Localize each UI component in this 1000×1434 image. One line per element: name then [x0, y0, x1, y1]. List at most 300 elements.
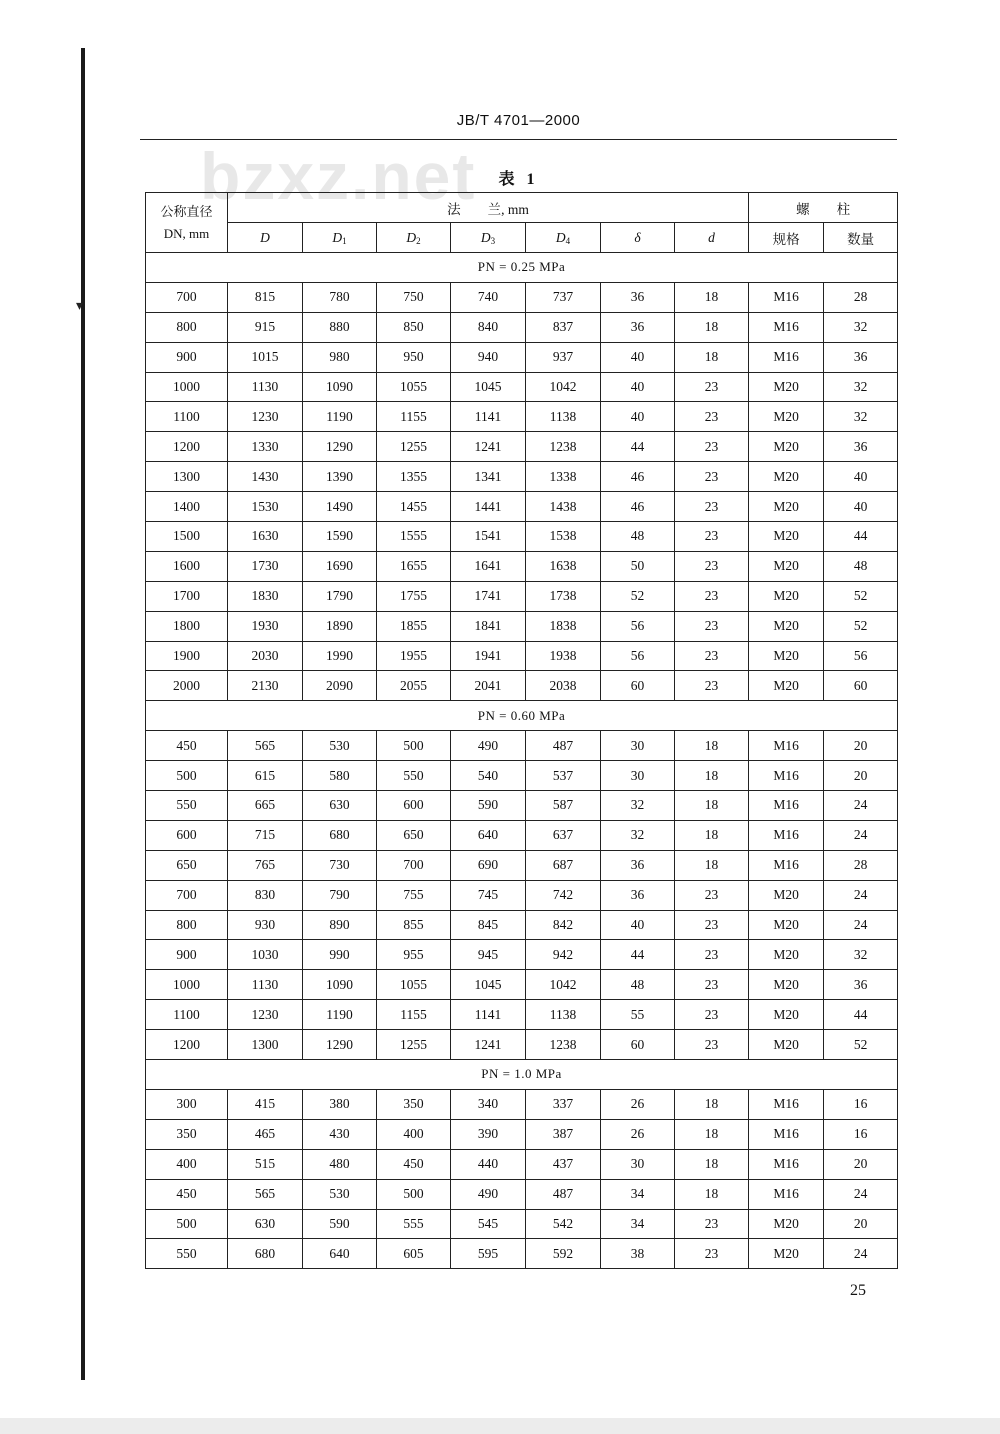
table-row: [146, 820, 898, 850]
table-cell: 1730: [228, 551, 303, 581]
table-cell: 1190: [303, 1000, 377, 1030]
table-cell: 1800: [146, 611, 228, 641]
table-cell: M20: [749, 1239, 824, 1269]
table-cell: 24: [824, 910, 898, 940]
table-cell: 500: [377, 731, 451, 761]
table-cell: 615: [228, 761, 303, 791]
table-row: [146, 522, 898, 552]
table-cell: 1255: [377, 1030, 451, 1060]
table-cell: 945: [451, 940, 526, 970]
table-cell: 20: [824, 1209, 898, 1239]
viewer-footer-band: [0, 1418, 1000, 1434]
table-cell: M16: [749, 820, 824, 850]
table-cell: 23: [675, 432, 749, 462]
table-cell: 30: [601, 1149, 675, 1179]
table-cell: 400: [146, 1149, 228, 1179]
table-cell: 1338: [526, 462, 601, 492]
table-cell: 815: [228, 282, 303, 312]
header-bolt-group: 螺 柱: [749, 193, 898, 223]
table-cell: 34: [601, 1209, 675, 1239]
table-cell: 26: [601, 1119, 675, 1149]
table-cell: 26: [601, 1089, 675, 1119]
table-row: [146, 1149, 898, 1179]
table-cell: 340: [451, 1089, 526, 1119]
table-row: [146, 462, 898, 492]
table-cell: 700: [146, 282, 228, 312]
table-cell: 530: [303, 731, 377, 761]
page-number: 25: [850, 1282, 866, 1299]
table-cell: 1738: [526, 581, 601, 611]
table-row: [146, 1119, 898, 1149]
table-cell: 1090: [303, 970, 377, 1000]
table-cell: 40: [824, 462, 898, 492]
table-cell: 48: [601, 970, 675, 1000]
table-cell: 1330: [228, 432, 303, 462]
table-cell: 755: [377, 880, 451, 910]
section-row: [146, 1060, 898, 1090]
table-cell: 1700: [146, 581, 228, 611]
table-cell: 595: [451, 1239, 526, 1269]
table-cell: 1790: [303, 581, 377, 611]
table-cell: 1830: [228, 581, 303, 611]
table-cell: 23: [675, 492, 749, 522]
table-cell: 1241: [451, 432, 526, 462]
table-cell: 665: [228, 791, 303, 821]
table-cell: 540: [451, 761, 526, 791]
table-cell: 855: [377, 910, 451, 940]
table-cell: M20: [749, 522, 824, 552]
table-cell: 450: [146, 1179, 228, 1209]
table-cell: 550: [377, 761, 451, 791]
table-cell: 1130: [228, 372, 303, 402]
table-row: [146, 581, 898, 611]
table-cell: 400: [377, 1119, 451, 1149]
section-label: PN = 0.25 MPa: [146, 253, 898, 283]
table-cell: 20: [824, 731, 898, 761]
table-row: [146, 671, 898, 701]
table-row: [146, 940, 898, 970]
table-cell: 1955: [377, 641, 451, 671]
table-cell: 1341: [451, 462, 526, 492]
table-cell: 2130: [228, 671, 303, 701]
table-cell: 34: [601, 1179, 675, 1209]
table-cell: 715: [228, 820, 303, 850]
table-cell: 380: [303, 1089, 377, 1119]
table-cell: 1190: [303, 402, 377, 432]
table-cell: 842: [526, 910, 601, 940]
table-cell: 1055: [377, 372, 451, 402]
table-cell: 490: [451, 731, 526, 761]
table-cell: 790: [303, 880, 377, 910]
table-cell: 900: [146, 342, 228, 372]
table-row: [146, 1000, 898, 1030]
table-cell: 590: [451, 791, 526, 821]
table-cell: 600: [377, 791, 451, 821]
table-cell: 1238: [526, 1030, 601, 1060]
table-cell: 680: [228, 1239, 303, 1269]
table-cell: 580: [303, 761, 377, 791]
table-cell: 930: [228, 910, 303, 940]
table-cell: 55: [601, 1000, 675, 1030]
table-cell: 630: [228, 1209, 303, 1239]
table-cell: 23: [675, 462, 749, 492]
table-cell: 1755: [377, 581, 451, 611]
table-cell: 32: [824, 372, 898, 402]
table-cell: 487: [526, 1179, 601, 1209]
table-cell: 1238: [526, 432, 601, 462]
table-cell: M16: [749, 1089, 824, 1119]
table-cell: 500: [377, 1179, 451, 1209]
col-header-D2: $D_2$: [377, 223, 451, 253]
table-cell: 18: [675, 1119, 749, 1149]
table-row: [146, 731, 898, 761]
table-cell: 600: [146, 820, 228, 850]
table-cell: 550: [146, 1239, 228, 1269]
table-cell: 700: [377, 850, 451, 880]
header-dn-label: 公称直径: [160, 203, 213, 219]
table-cell: 1300: [146, 462, 228, 492]
table-cell: 737: [526, 282, 601, 312]
table-cell: 1230: [228, 402, 303, 432]
table-cell: 36: [601, 312, 675, 342]
table-cell: 1690: [303, 551, 377, 581]
table-cell: 450: [146, 731, 228, 761]
table-cell: 20: [824, 1149, 898, 1179]
table-cell: 1141: [451, 1000, 526, 1030]
table-cell: 1500: [146, 522, 228, 552]
table-cell: 40: [601, 342, 675, 372]
table-cell: 40: [824, 492, 898, 522]
table-cell: 1290: [303, 1030, 377, 1060]
table-cell: 52: [601, 581, 675, 611]
table-cell: 730: [303, 850, 377, 880]
table-cell: M20: [749, 671, 824, 701]
table-cell: 880: [303, 312, 377, 342]
table-cell: 40: [601, 910, 675, 940]
table-row: [146, 970, 898, 1000]
table-cell: 592: [526, 1239, 601, 1269]
section-row: [146, 253, 898, 283]
table-cell: 1400: [146, 492, 228, 522]
table-cell: 24: [824, 791, 898, 821]
table-cell: 30: [601, 731, 675, 761]
table-cell: 550: [146, 791, 228, 821]
table-cell: 32: [824, 312, 898, 342]
table-cell: 1630: [228, 522, 303, 552]
table-cell: 60: [824, 671, 898, 701]
table-row: [146, 910, 898, 940]
table-cell: 940: [451, 342, 526, 372]
table-cell: 32: [824, 940, 898, 970]
table-cell: M20: [749, 581, 824, 611]
table-cell: 1241: [451, 1030, 526, 1060]
table-cell: M20: [749, 402, 824, 432]
table-row: [146, 432, 898, 462]
table-cell: 52: [824, 581, 898, 611]
table-cell: 840: [451, 312, 526, 342]
table-cell: 530: [303, 1179, 377, 1209]
col-header-D4: $D_4$: [526, 223, 601, 253]
table-cell: 2090: [303, 671, 377, 701]
table-cell: 650: [146, 850, 228, 880]
table-cell: 937: [526, 342, 601, 372]
table-cell: M16: [749, 761, 824, 791]
table-cell: 700: [146, 880, 228, 910]
table-cell: 587: [526, 791, 601, 821]
table-cell: 23: [675, 402, 749, 432]
table-cell: 680: [303, 820, 377, 850]
table-cell: 780: [303, 282, 377, 312]
table-row: [146, 791, 898, 821]
table-cell: 1200: [146, 432, 228, 462]
table-cell: 48: [824, 551, 898, 581]
table-cell: M20: [749, 641, 824, 671]
table-cell: 23: [675, 940, 749, 970]
table-row: [146, 761, 898, 791]
table-cell: 23: [675, 910, 749, 940]
table-cell: 980: [303, 342, 377, 372]
table-cell: M20: [749, 1209, 824, 1239]
table-cell: 1355: [377, 462, 451, 492]
table-cell: 23: [675, 551, 749, 581]
table-cell: 1938: [526, 641, 601, 671]
table-cell: 1255: [377, 432, 451, 462]
table-cell: 450: [377, 1149, 451, 1179]
table-cell: M20: [749, 492, 824, 522]
table-cell: 480: [303, 1149, 377, 1179]
table-cell: 2000: [146, 671, 228, 701]
table-cell: M20: [749, 880, 824, 910]
table-cell: M16: [749, 1179, 824, 1209]
table-cell: 23: [675, 641, 749, 671]
table-cell: 38: [601, 1239, 675, 1269]
table-cell: 955: [377, 940, 451, 970]
binding-arrow-icon: ▾: [76, 299, 84, 314]
table-cell: 46: [601, 492, 675, 522]
table-row: [146, 402, 898, 432]
table-cell: M16: [749, 282, 824, 312]
table-cell: 24: [824, 1179, 898, 1209]
table-cell: 1100: [146, 402, 228, 432]
table-cell: 545: [451, 1209, 526, 1239]
table-cell: M20: [749, 462, 824, 492]
table-cell: 23: [675, 581, 749, 611]
table-row: [146, 611, 898, 641]
table-cell: 1141: [451, 402, 526, 432]
table-cell: 465: [228, 1119, 303, 1149]
table-cell: 1100: [146, 1000, 228, 1030]
table-cell: 1600: [146, 551, 228, 581]
table-row: [146, 372, 898, 402]
table-cell: 18: [675, 820, 749, 850]
table-cell: 845: [451, 910, 526, 940]
table-cell: 36: [824, 432, 898, 462]
table-cell: 1490: [303, 492, 377, 522]
table-cell: 56: [824, 641, 898, 671]
col-header-d: d: [675, 223, 749, 253]
table-cell: 23: [675, 671, 749, 701]
table-cell: 390: [451, 1119, 526, 1149]
table-cell: 1438: [526, 492, 601, 522]
table-cell: 36: [601, 880, 675, 910]
table-cell: 830: [228, 880, 303, 910]
table-cell: 60: [601, 1030, 675, 1060]
table-cell: 915: [228, 312, 303, 342]
table-cell: 1155: [377, 402, 451, 432]
table-cell: 23: [675, 372, 749, 402]
table-cell: 1890: [303, 611, 377, 641]
table-cell: 605: [377, 1239, 451, 1269]
table-cell: 16: [824, 1119, 898, 1149]
table-cell: M16: [749, 1149, 824, 1179]
table-row: [146, 492, 898, 522]
table-cell: 950: [377, 342, 451, 372]
table-row: [146, 880, 898, 910]
table-cell: 2055: [377, 671, 451, 701]
table-cell: 40: [601, 372, 675, 402]
table-row: [146, 850, 898, 880]
table-cell: 650: [377, 820, 451, 850]
table-cell: 18: [675, 1149, 749, 1179]
section-label: PN = 0.60 MPa: [146, 701, 898, 731]
table-row: [146, 641, 898, 671]
table-cell: 32: [601, 791, 675, 821]
table-cell: 40: [601, 402, 675, 432]
table-cell: 56: [601, 611, 675, 641]
table-cell: 1045: [451, 372, 526, 402]
table-cell: 23: [675, 1030, 749, 1060]
table-cell: 542: [526, 1209, 601, 1239]
table-cell: 18: [675, 282, 749, 312]
table-cell: 50: [601, 551, 675, 581]
table-cell: 690: [451, 850, 526, 880]
table-cell: 32: [601, 820, 675, 850]
table-cell: M20: [749, 372, 824, 402]
table-cell: 2030: [228, 641, 303, 671]
table-cell: 1641: [451, 551, 526, 581]
table-cell: 800: [146, 312, 228, 342]
table-cell: 637: [526, 820, 601, 850]
table-cell: M20: [749, 1030, 824, 1060]
table-cell: 1230: [228, 1000, 303, 1030]
table-row: [146, 1089, 898, 1119]
table-cell: 18: [675, 342, 749, 372]
table-cell: 1930: [228, 611, 303, 641]
table-cell: 800: [146, 910, 228, 940]
col-header-D3: $D_3$: [451, 223, 526, 253]
table-cell: 300: [146, 1089, 228, 1119]
table-cell: 24: [824, 820, 898, 850]
table-cell: 837: [526, 312, 601, 342]
table-cell: 1138: [526, 1000, 601, 1030]
table-cell: 687: [526, 850, 601, 880]
table-cell: 2041: [451, 671, 526, 701]
table-body: [146, 253, 898, 1269]
table-row: [146, 1030, 898, 1060]
table-cell: 1941: [451, 641, 526, 671]
table-cell: 1390: [303, 462, 377, 492]
table-cell: 1555: [377, 522, 451, 552]
table-cell: 1430: [228, 462, 303, 492]
table-cell: 387: [526, 1119, 601, 1149]
table-cell: 1042: [526, 970, 601, 1000]
standard-code: JB/T 4701—2000: [456, 112, 581, 129]
table-cell: 640: [451, 820, 526, 850]
table-cell: 44: [601, 432, 675, 462]
table-cell: 1000: [146, 970, 228, 1000]
table-cell: 515: [228, 1149, 303, 1179]
table-cell: 765: [228, 850, 303, 880]
table-cell: 20: [824, 761, 898, 791]
table-cell: 750: [377, 282, 451, 312]
table-cell: 1900: [146, 641, 228, 671]
table-cell: 1655: [377, 551, 451, 581]
table-cell: M20: [749, 970, 824, 1000]
table-cell: 745: [451, 880, 526, 910]
table-cell: 890: [303, 910, 377, 940]
table-cell: M20: [749, 940, 824, 970]
table-cell: M20: [749, 551, 824, 581]
table-cell: 36: [601, 850, 675, 880]
table-cell: 32: [824, 402, 898, 432]
table-cell: 60: [601, 671, 675, 701]
col-header-D1: $D_1$: [303, 223, 377, 253]
table-cell: M16: [749, 791, 824, 821]
table-cell: 1130: [228, 970, 303, 1000]
table-cell: 18: [675, 791, 749, 821]
col-header-bolt-qty: 数量: [824, 223, 898, 253]
table-cell: 52: [824, 1030, 898, 1060]
table-cell: 23: [675, 880, 749, 910]
table-cell: 415: [228, 1089, 303, 1119]
table-cell: M20: [749, 1000, 824, 1030]
table-cell: 23: [675, 1209, 749, 1239]
col-header-bolt-spec: 规格: [749, 223, 824, 253]
table-cell: 2038: [526, 671, 601, 701]
table-cell: M16: [749, 1119, 824, 1149]
table-cell: 1590: [303, 522, 377, 552]
table-cell: 30: [601, 761, 675, 791]
table-cell: 18: [675, 1089, 749, 1119]
table-cell: 1530: [228, 492, 303, 522]
table-cell: 555: [377, 1209, 451, 1239]
table-row: [146, 282, 898, 312]
table-cell: 1455: [377, 492, 451, 522]
table-cell: 1090: [303, 372, 377, 402]
table-cell: 16: [824, 1089, 898, 1119]
table-cell: 18: [675, 850, 749, 880]
table-cell: 430: [303, 1119, 377, 1149]
table-cell: 23: [675, 1000, 749, 1030]
table-cell: 44: [601, 940, 675, 970]
table-cell: 1200: [146, 1030, 228, 1060]
table-cell: 24: [824, 1239, 898, 1269]
table-cell: 740: [451, 282, 526, 312]
col-header-delta: δ: [601, 223, 675, 253]
table-cell: 48: [601, 522, 675, 552]
table-cell: 500: [146, 761, 228, 791]
table-cell: 1155: [377, 1000, 451, 1030]
table-cell: 437: [526, 1149, 601, 1179]
table-cell: 350: [146, 1119, 228, 1149]
table-cell: 28: [824, 850, 898, 880]
table-cell: 36: [601, 282, 675, 312]
table-cell: 18: [675, 761, 749, 791]
table-row: [146, 1239, 898, 1269]
table-cell: 44: [824, 522, 898, 552]
table-cell: 1290: [303, 432, 377, 462]
table-cell: 18: [675, 1179, 749, 1209]
